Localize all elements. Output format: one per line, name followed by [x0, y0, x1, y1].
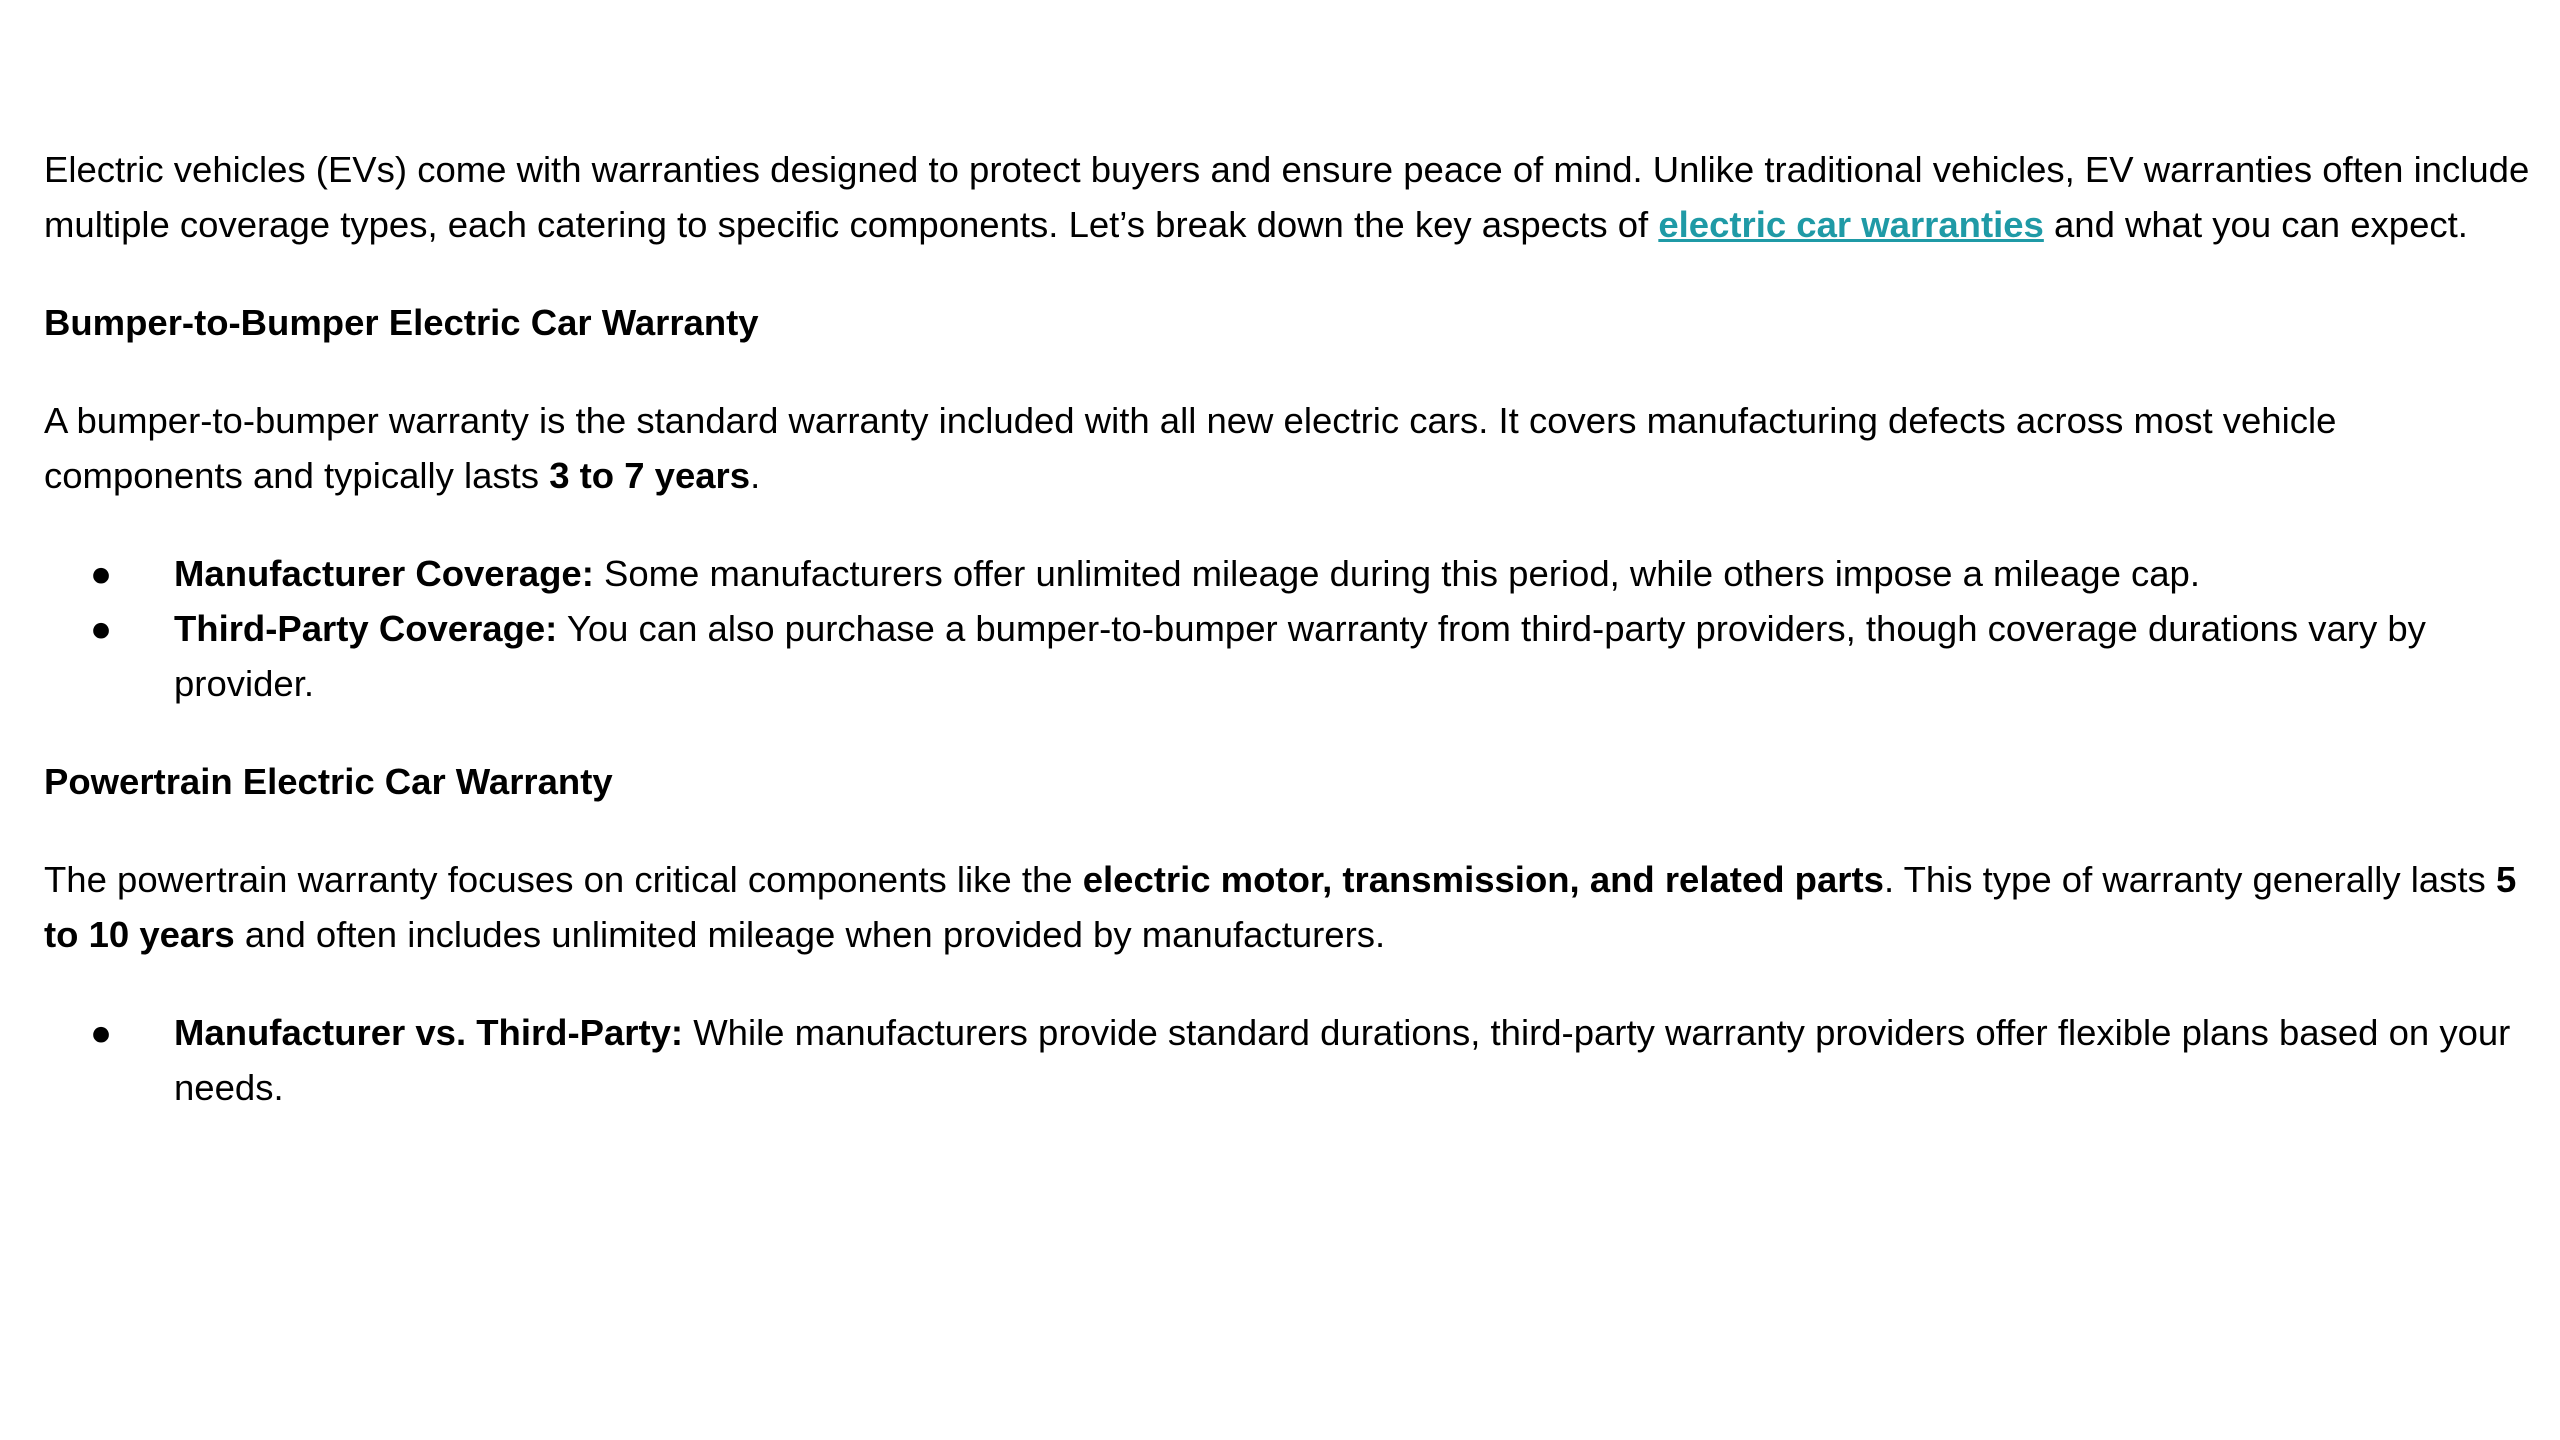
list-item-label: Manufacturer Coverage: [174, 553, 594, 594]
bumper-para-end: . [750, 455, 761, 496]
bumper-para-text: A bumper-to-bumper warranty is the standard warranty included with all new electric cars. It covers manufacturing defects across most vehicle components and typically lasts [44, 400, 2337, 496]
powertrain-text-1: The powertrain warranty focuses on critical components like the [44, 859, 1083, 900]
powertrain-components-bold: electric motor, transmission, and related parts [1082, 859, 1884, 900]
list-item-text: Some manufacturers offer unlimited mileage during this period, while others impose a mileage cap. [593, 553, 2201, 594]
list-item-manufacturer-coverage [44, 546, 2534, 601]
powertrain-duration-bold: 5 to 10 years [44, 859, 2517, 955]
list-item-manufacturer-vs-third-party [44, 1005, 2534, 1115]
section-heading-bumper-to-bumper: Bumper-to-Bumper Electric Car Warranty [44, 302, 759, 343]
bumper-to-bumper-paragraph [44, 393, 2534, 503]
intro-text-after-link: and what you can expect. [2043, 204, 2468, 245]
list-item-text: You can also purchase a bumper-to-bumper warranty from third-party providers, though coverage durations vary by provider. [174, 608, 2426, 704]
bumper-to-bumper-bullet-list [44, 546, 2534, 711]
section-heading-powertrain: Powertrain Electric Car Warranty [44, 761, 613, 802]
list-item-third-party-coverage [44, 601, 2534, 711]
powertrain-text-2: . This type of warranty generally lasts [1883, 859, 2496, 900]
powertrain-text-3: and often includes unlimited mileage when provided by manufacturers. [234, 914, 1386, 955]
bullet-icon: ● [90, 553, 113, 594]
powertrain-paragraph [44, 852, 2534, 962]
list-item-label: Third-Party Coverage: [174, 608, 558, 649]
bullet-icon: ● [90, 1012, 113, 1053]
intro-text-before-link: Electric vehicles (EVs) come with warranties designed to protect buyers and ensure peace of mind. Unlike traditional vehicles, EV warranties often include multiple coverage types, each catering to specific components. Let’s break down the key aspects of [44, 149, 2530, 245]
bumper-duration-bold: 3 to 7 years [549, 455, 751, 496]
list-item-label: Manufacturer vs. Third-Party: [174, 1012, 684, 1053]
powertrain-bullet-list [44, 1005, 2534, 1115]
intro-paragraph [44, 142, 2534, 252]
document-body [44, 142, 2534, 1158]
electric-car-warranties-link[interactable]: electric car warranties [1658, 204, 2044, 245]
list-item-text: While manufacturers provide standard durations, third-party warranty providers offer flexible plans based on your needs. [174, 1012, 2511, 1108]
bullet-icon: ● [90, 608, 113, 649]
